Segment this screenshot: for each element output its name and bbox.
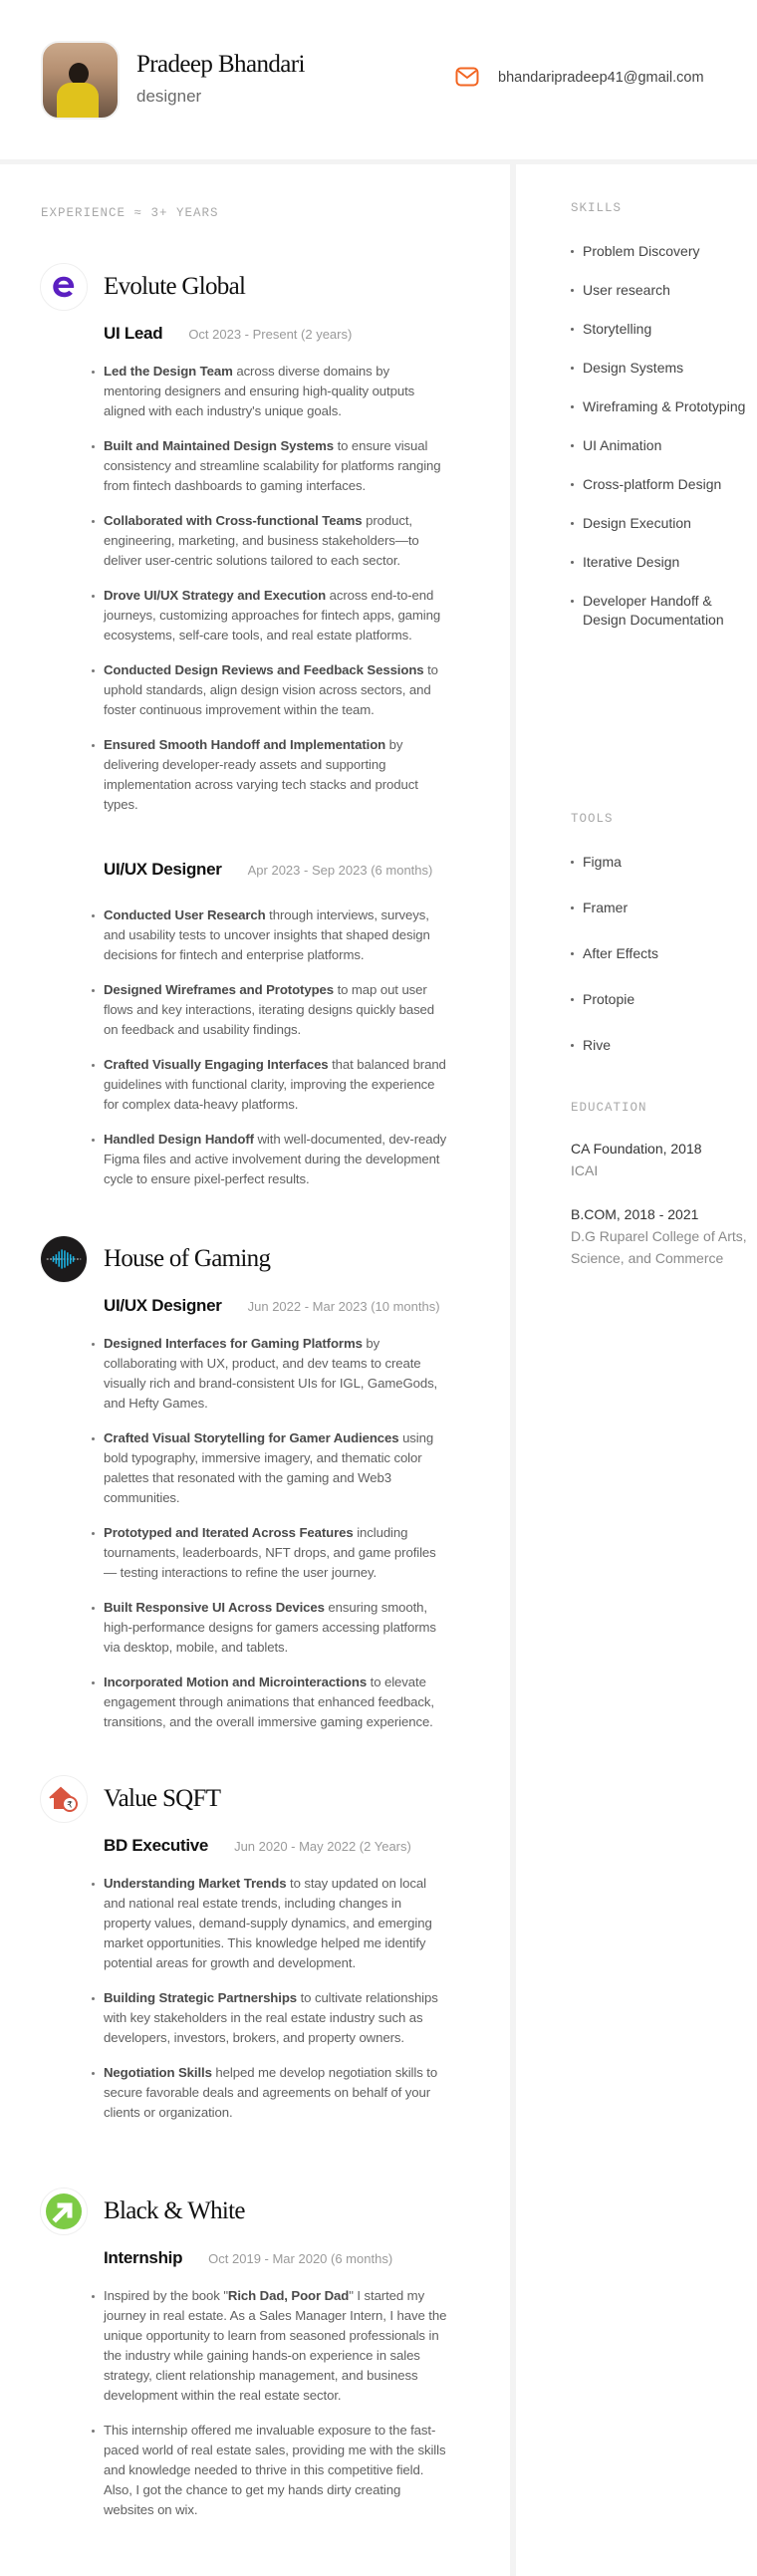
role-title: UI/UX Designer: [104, 860, 222, 879]
bullet-text: product, engineering, marketing, and business stakeholders—to deliver user-centric solutions tailored to each sector.: [104, 513, 419, 568]
role-title: UI/UX Designer: [104, 1296, 222, 1315]
bullet-text: across diverse domains by mentoring designers and ensuring high-quality outputs aligned with each industry's unique goals.: [104, 364, 415, 418]
bullet-list: [92, 362, 450, 815]
list-item: [92, 1598, 450, 1658]
bullet-highlight: Conducted Design Reviews and Feedback Sessions: [104, 662, 424, 677]
list-item: [92, 1130, 450, 1189]
role-dates: Apr 2023 - Sep 2023 (6 months): [247, 863, 433, 878]
bullet-highlight: Handled Design Handoff: [104, 1132, 254, 1147]
list-item: [92, 436, 450, 496]
bullet-text: across end-to-end journeys, customizing approaches for fintech apps, gaming ecosystems, self-care tools, and real estate platforms.: [104, 588, 441, 643]
skill-item: Cross-platform Design: [571, 475, 750, 494]
avatar: [41, 41, 120, 120]
company-header: [40, 263, 458, 311]
experience-heading: EXPERIENCE ≈ 3+ YEARS: [41, 206, 219, 220]
list-item: [92, 1334, 450, 1414]
tools-section: [571, 811, 750, 1082]
bullet-highlight: Negotiation Skills: [104, 2065, 212, 2080]
role-dates: Oct 2019 - Mar 2020 (6 months): [208, 2251, 393, 2266]
list-item: [92, 586, 450, 645]
arrow-up-right-logo: [40, 2188, 88, 2235]
list-item: [92, 362, 450, 421]
bullet-text: including tournaments, leaderboards, NFT drops, and game profiles — testing interactions to refine the user journey.: [104, 1525, 436, 1580]
bullet-list: [92, 905, 450, 1189]
company-header: [40, 1775, 458, 1823]
skill-item: Design Execution: [571, 514, 750, 533]
mail-icon[interactable]: [455, 67, 479, 87]
education-institution: D.G Ruparel College of Arts, Science, and Commerce: [571, 1228, 747, 1266]
list-item: [92, 980, 450, 1040]
company-name: Value SQFT: [104, 1785, 221, 1812]
education-degree: B.COM, 2018 - 2021: [571, 1206, 699, 1222]
bullet-highlight: Led the Design Team: [104, 364, 233, 379]
bullet-text: This internship offered me invaluable exposure to the fast-paced world of real estate sales, providing me with the skills and knowledge needed to thrive in this competitive field. Also, I got the chance to get my hands dirty creating websites on wix.: [104, 2423, 446, 2517]
bullet-text: by collaborating with UX, product, and dev teams to create visually rich and brand-consistent UIs for IGL, GameGods, and Hefty Games.: [104, 1336, 438, 1411]
role-row: [104, 1836, 458, 1857]
bullet-text: to cultivate relationships with key stakeholders in the real estate industry such as developers, investors, brokers, and property owners.: [104, 1990, 438, 2045]
company-section: [40, 1235, 458, 1747]
bullet-text: to map out user flows and key interactions, iterating designs quickly based on feedback and usability findings.: [104, 982, 435, 1037]
tools-heading: TOOLS: [571, 812, 614, 826]
role-title: BD Executive: [104, 1836, 209, 1855]
company-name: Black & White: [104, 2197, 245, 2224]
list-item: [92, 511, 450, 571]
bullet-highlight: Understanding Market Trends: [104, 1876, 287, 1891]
email-link[interactable]: bhandaripradeep41@gmail.com: [498, 70, 704, 86]
education-degree: CA Foundation, 2018: [571, 1141, 702, 1157]
bullet-text: helped me develop negotiation skills to secure favorable deals and agreements on behalf of your clients or organization.: [104, 2065, 438, 2120]
bullet-highlight: Conducted User Research: [104, 907, 266, 922]
bullet-text: to ensure visual consistency and streamline scalability for platforms ranging from fintech dashboards to gaming interfaces.: [104, 438, 441, 493]
tool-item: Figma: [571, 853, 750, 872]
profile-title: designer: [136, 87, 202, 106]
bullet-text: through interviews, surveys, and usability tests to uncover insights that shaped design decisions for fintech and enterprise platforms.: [104, 907, 430, 962]
svg-text:₹: ₹: [67, 1800, 73, 1811]
bullet-text: that balanced brand guidelines with functional clarity, improving the experience for complex data-heavy platforms.: [104, 1057, 446, 1112]
soundwave-logo: [40, 1235, 88, 1283]
list-item: [92, 1523, 450, 1583]
bullet-highlight: Crafted Visual Storytelling for Gamer Audiences: [104, 1430, 399, 1445]
tool-item: Rive: [571, 1036, 750, 1055]
bullet-text: by delivering developer-ready assets and supporting implementation across varying tech stacks and product types.: [104, 737, 418, 812]
skill-item: Problem Discovery: [571, 242, 750, 261]
bullet-text: Inspired by the book ": [104, 2288, 228, 2303]
bullet-highlight: Prototyped and Iterated Across Features: [104, 1525, 354, 1540]
bullet-highlight: Building Strategic Partnerships: [104, 1990, 298, 2005]
evolute-e-logo: [40, 263, 88, 311]
bullet-highlight: Designed Wireframes and Prototypes: [104, 982, 334, 997]
list-item: [92, 2286, 450, 2406]
skill-item: Iterative Design: [571, 553, 750, 572]
company-section: [40, 1775, 458, 2138]
skills-section: [571, 200, 750, 649]
role-title: UI Lead: [104, 324, 163, 343]
skill-item: Developer Handoff & Design Documentation: [571, 592, 750, 630]
skill-item: User research: [571, 281, 750, 300]
company-name: Evolute Global: [104, 273, 246, 300]
list-item: [92, 2421, 450, 2520]
sidebar: [516, 164, 757, 2576]
profile-name: Pradeep Bhandari: [136, 51, 305, 78]
bullet-text: to uphold standards, align design vision across sectors, and foster continuous improvement within the team.: [104, 662, 438, 717]
role-row: [104, 324, 458, 345]
list-item: [92, 1988, 450, 2048]
tool-item: After Effects: [571, 944, 750, 963]
company-header: [40, 1235, 458, 1283]
bullet-highlight: Built and Maintained Design Systems: [104, 438, 334, 453]
company-name: House of Gaming: [104, 1245, 271, 1272]
role-row: [104, 860, 458, 881]
tool-item: Protopie: [571, 990, 750, 1009]
education-institution: ICAI: [571, 1162, 599, 1178]
bullet-list: [92, 1334, 450, 1732]
role-dates: Oct 2023 - Present (2 years): [188, 327, 353, 342]
bullet-list: [92, 1874, 450, 2123]
skills-heading: SKILLS: [571, 201, 623, 215]
list-item: [92, 1055, 450, 1115]
role-row: [104, 2248, 458, 2269]
bullet-highlight: Built Responsive UI Across Devices: [104, 1600, 325, 1615]
bullet-highlight: Incorporated Motion and Microinteractions: [104, 1674, 368, 1689]
bullet-text: with well-documented, dev-ready Figma files and active involvement during the development cycle to ensure pixel-perfect results.: [104, 1132, 447, 1186]
skill-item: UI Animation: [571, 436, 750, 455]
list-item: [92, 2063, 450, 2123]
bullet-text: to stay updated on local and national real estate trends, including changes in property values, demand-supply dynamics, and emerging market opportunities. This knowledge helped me identify potential areas for growth and development.: [104, 1876, 432, 1970]
bullet-list: [92, 2286, 450, 2520]
experience-column: [0, 164, 510, 2576]
tool-item: Framer: [571, 899, 750, 917]
list-item: [92, 1428, 450, 1508]
bullet-highlight: Ensured Smooth Handoff and Implementation: [104, 737, 386, 752]
company-section: [40, 263, 458, 1204]
house-rupee-logo: [40, 1775, 88, 1823]
bullet-highlight: Crafted Visually Engaging Interfaces: [104, 1057, 329, 1072]
list-item: [92, 1673, 450, 1732]
list-item: [92, 1874, 450, 1973]
bullet-highlight: Collaborated with Cross-functional Teams: [104, 513, 363, 528]
company-section: [40, 2188, 458, 2535]
education-item: [571, 1203, 750, 1269]
skill-item: Design Systems: [571, 359, 750, 378]
role-dates: Jun 2020 - May 2022 (2 Years): [234, 1839, 411, 1854]
role-title: Internship: [104, 2248, 183, 2267]
bullet-highlight: Rich Dad, Poor Dad: [227, 2288, 350, 2303]
bullet-text: using bold typography, immersive imagery, and thematic color palettes that resonated with the gaming and Web3 communities.: [104, 1430, 434, 1505]
list-item: [92, 660, 450, 720]
company-header: [40, 2188, 458, 2235]
bullet-text: to elevate engagement through animations that enhanced feedback, transitions, and the overall immersive gaming experience.: [104, 1674, 434, 1729]
skill-item: Storytelling: [571, 320, 750, 339]
profile-header: [0, 0, 757, 159]
list-item: [92, 735, 450, 815]
bullet-highlight: Drove UI/UX Strategy and Execution: [104, 588, 327, 603]
education-item: [571, 1138, 750, 1181]
role-dates: Jun 2022 - Mar 2023 (10 months): [247, 1299, 440, 1314]
education-section: [571, 1100, 750, 1291]
list-item: [92, 905, 450, 965]
role-row: [104, 1296, 458, 1317]
skill-item: Wireframing & Prototyping: [571, 397, 750, 416]
bullet-text: " I started my journey in real estate. As a Sales Manager Intern, I have the unique opportunity to learn from seasoned professionals in the industry while gaining hands-on experience in sales strategy, client relationship management, and business development within the real estate sector.: [104, 2288, 447, 2403]
education-heading: EDUCATION: [571, 1101, 647, 1115]
bullet-highlight: Designed Interfaces for Gaming Platforms: [104, 1336, 363, 1351]
bullet-text: ensuring smooth, high-performance designs for gamers accessing platforms via desktop, mobile, and tablets.: [104, 1600, 436, 1655]
